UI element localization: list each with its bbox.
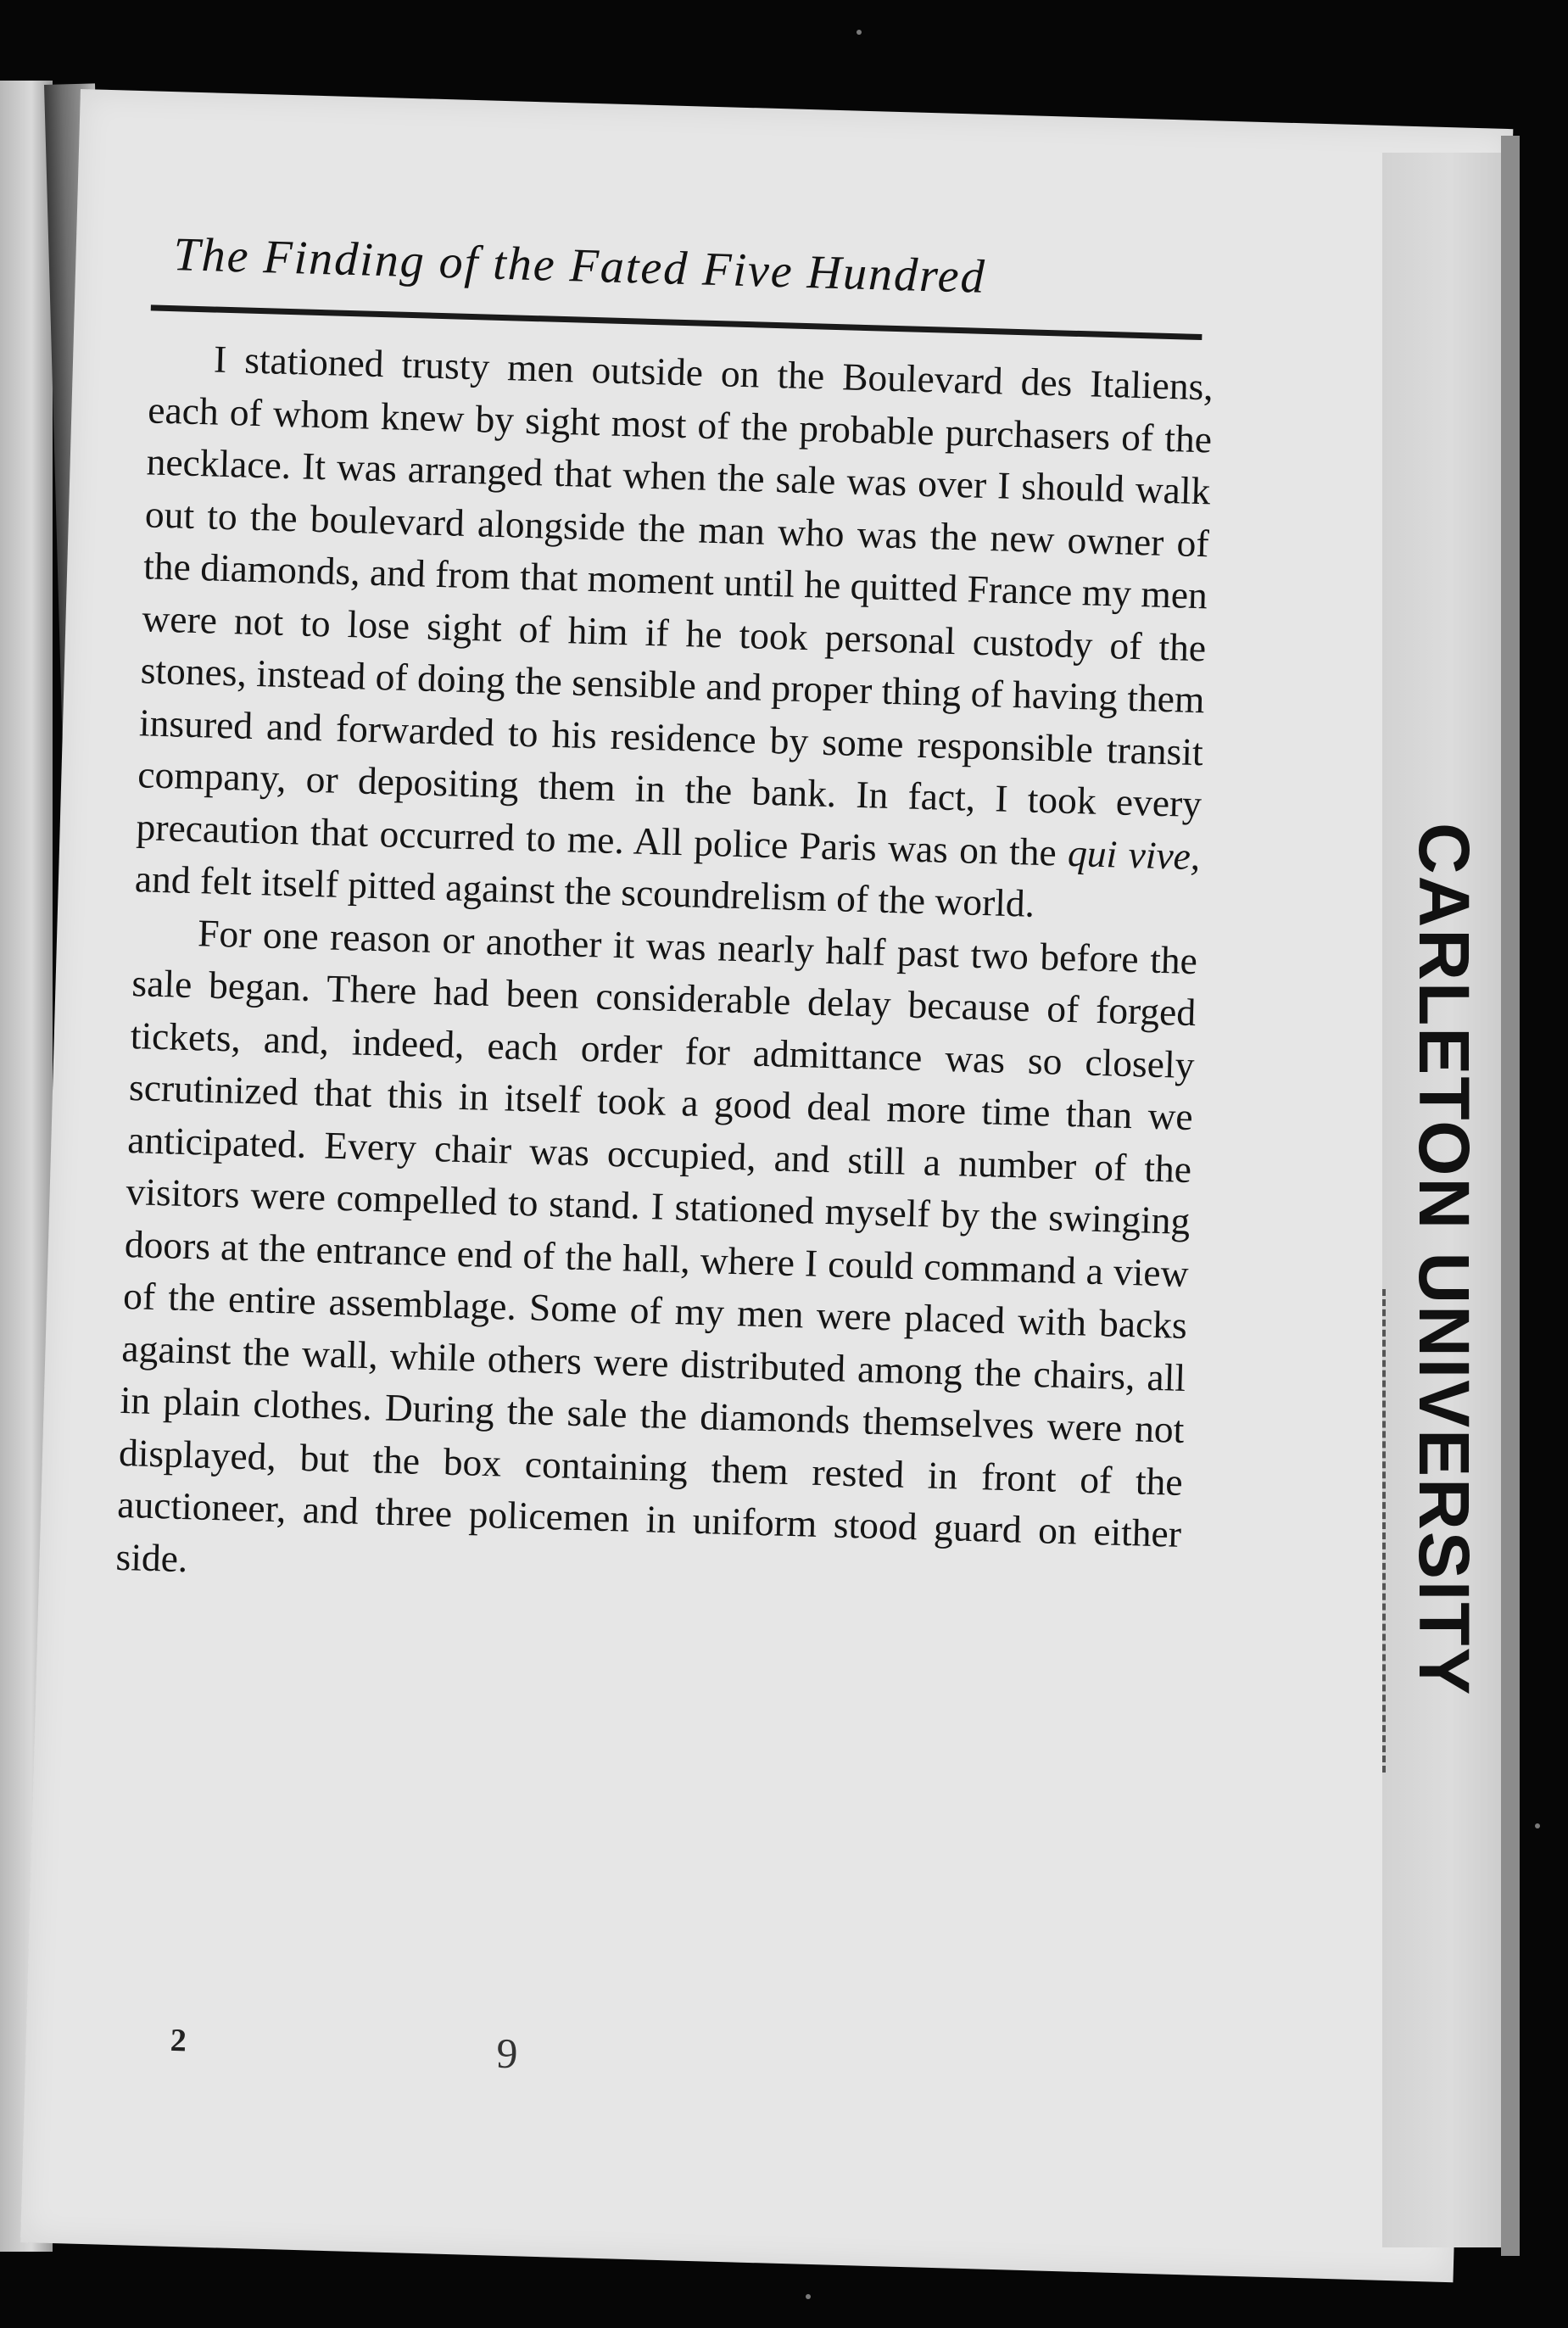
- paragraph-1-text-b: and felt itself pitted against the scoundrelism of the world.: [134, 857, 1035, 925]
- paragraph-1-text-a: I stationed trusty men outside on the Boulevard des Italiens, each of whom knew by sight most of the probable purchasers of the necklace. It was arranged that when the sale was over I should walk out to the boulevard alongside the man who was the new owner of the diamonds, and from that moment until he quitted France my men were not to lose sight of him if he took personal custody of the stones, instead of doing the sensible and proper thing of having them insured and forwarded to his residence by some responsible transit company, or depositing them in the bank. In fact, I took every precaution that occurred to me. All police Paris was on the: [136, 337, 1214, 874]
- page-content: [20, 89, 1513, 2282]
- paragraph-1-italic: qui vive,: [1067, 830, 1201, 878]
- running-head: The Finding of the Fated Five Hundred: [172, 228, 987, 304]
- dust-speck: [806, 2294, 811, 2299]
- library-stamp: [1393, 823, 1495, 1739]
- page-block-edge: [1501, 136, 1520, 2256]
- stamp-dashed-line: [1382, 1289, 1389, 1773]
- dust-speck: [1535, 1823, 1540, 1828]
- page-number: 9: [495, 2029, 519, 2078]
- dust-speck: [857, 30, 862, 35]
- signature-mark: 2: [170, 2022, 187, 2059]
- book-page: [20, 89, 1513, 2282]
- library-stamp-text: CARLETON UNIVERSITY: [1404, 823, 1484, 1697]
- body-text: [115, 331, 1214, 1611]
- paragraph-1: [134, 331, 1214, 934]
- paragraph-2: For one reason or another it was nearly half past two before the sale began. There had been considerable delay because of forged tickets, and, indeed, each order for admittance was so closely scrutinized that this in itself took a good deal more time than we anticipated. Every chair was occupied, and still a number of the visitors were compelled to stand. I stationed myself by the swinging doors at the entrance end of the hall, where I could command a view of the entire assemblage. Some of my men were placed with backs against the wall, while others were distributed among the chairs, all in plain clothes. During the sale the diamonds themselves were not displayed, but the box containing them rested in front of the auctioneer, and three policemen in uniform stood guard on either side.: [115, 910, 1198, 1580]
